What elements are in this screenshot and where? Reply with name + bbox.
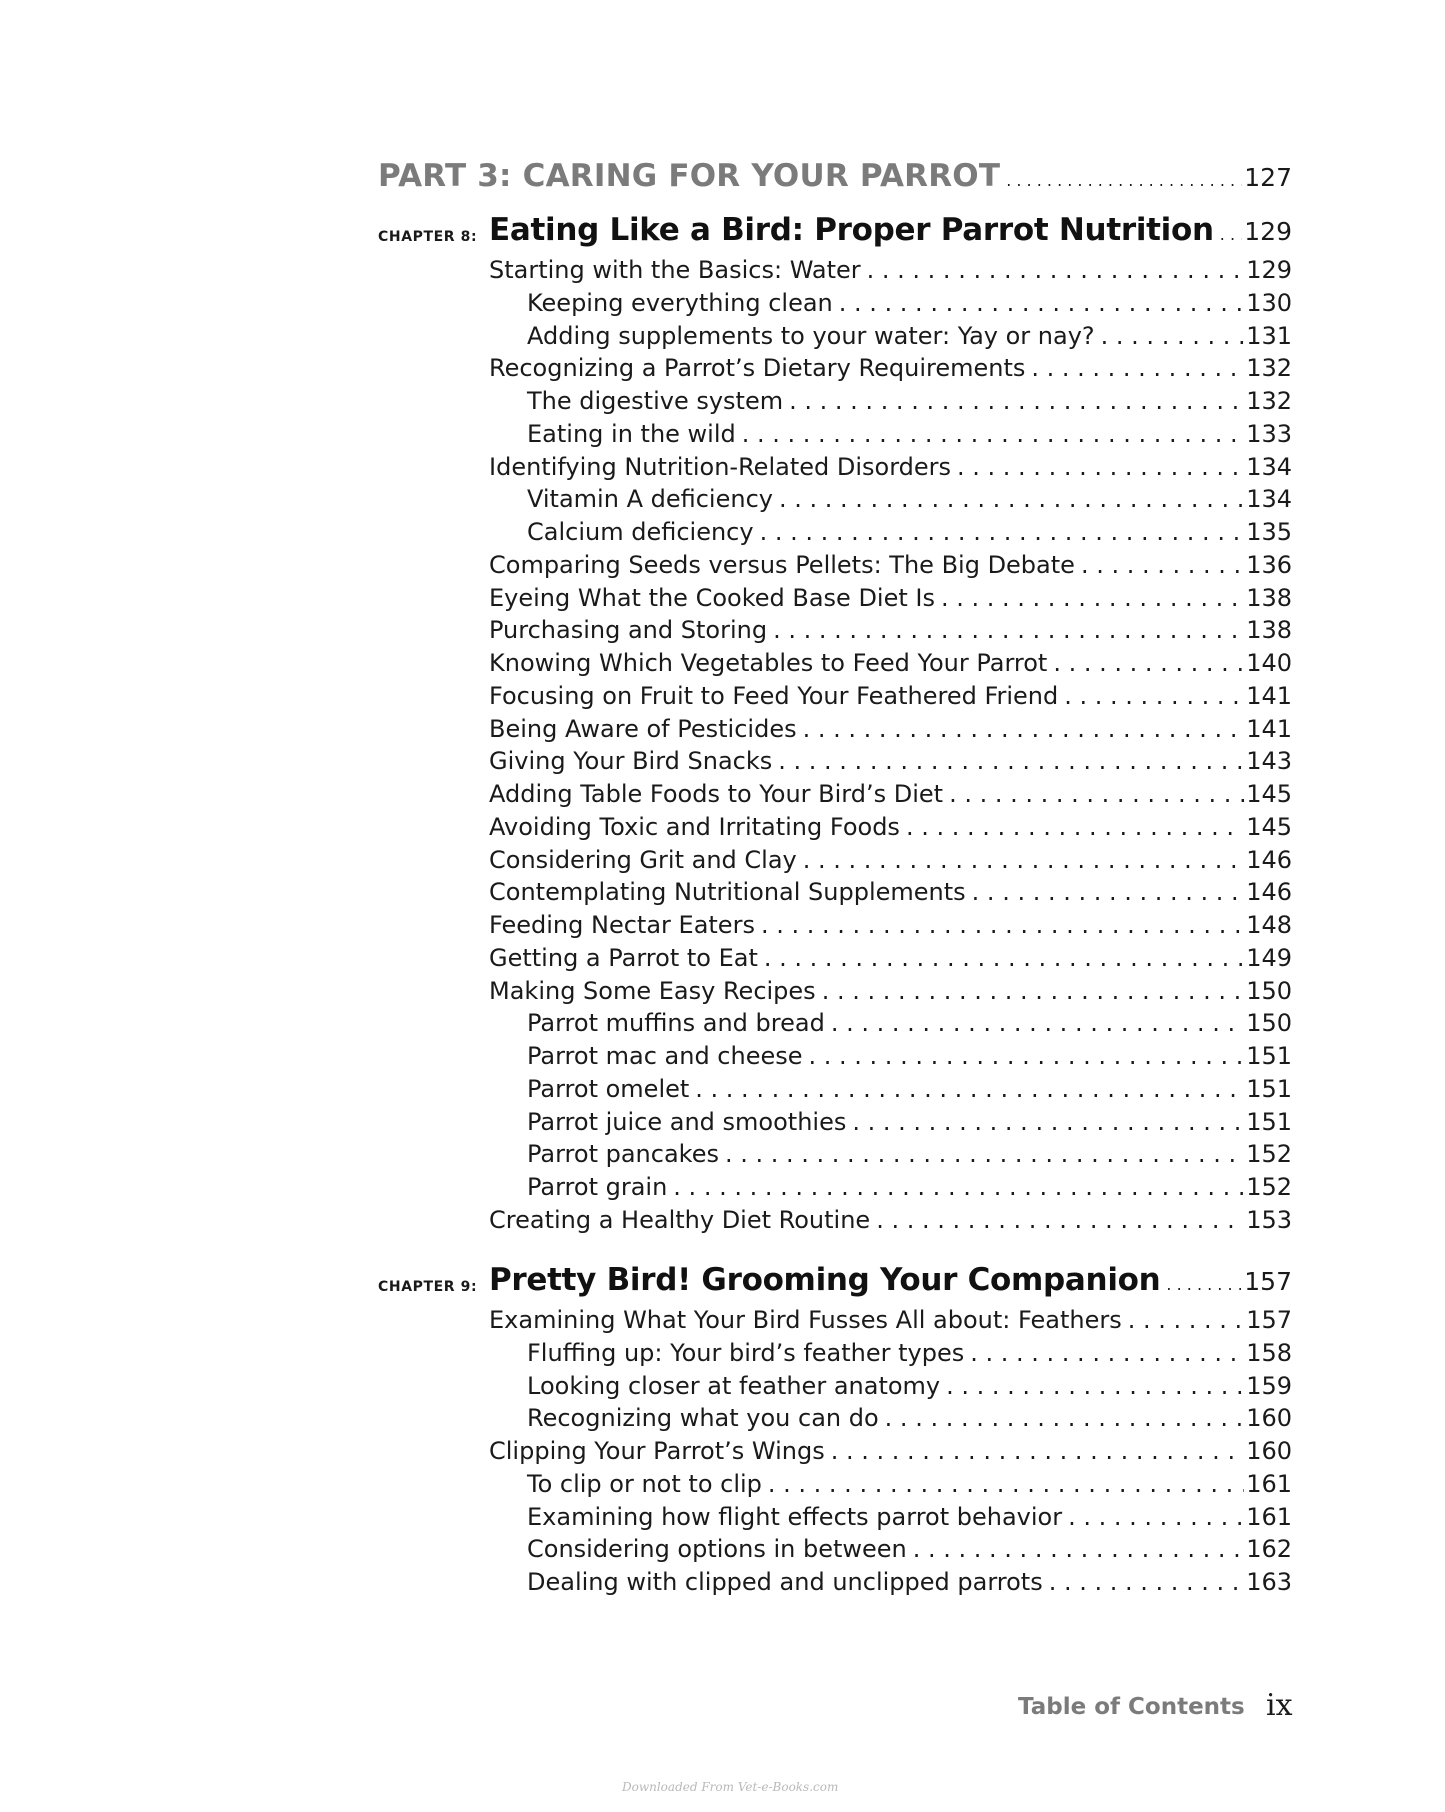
toc-subentry[interactable] (527, 1404, 1292, 1432)
entry-page-number: 146 (1246, 878, 1292, 907)
leader-dots (831, 1009, 1244, 1037)
leader-dots (1128, 1306, 1244, 1334)
toc-entry[interactable] (489, 944, 1292, 972)
toc-entry[interactable] (489, 813, 1292, 841)
entry-title: Parrot mac and cheese (527, 1042, 803, 1070)
entry-page-number: 140 (1246, 649, 1292, 677)
entry-title: Considering options in between (527, 1535, 907, 1564)
entry-title: Parrot juice and smoothies (527, 1107, 847, 1136)
footer-page-number: ix (1266, 1688, 1293, 1723)
leader-dots (1064, 682, 1244, 710)
entry-page-number: 149 (1246, 943, 1292, 972)
toc-entry[interactable] (489, 551, 1292, 579)
entry-page-number: 151 (1246, 1074, 1292, 1103)
leader-dots (764, 944, 1244, 972)
leader-dots (803, 715, 1245, 743)
entry-page-number: 141 (1246, 681, 1292, 710)
toc-entry[interactable] (489, 1306, 1292, 1334)
entry-page-number: 129 (1246, 256, 1292, 284)
chapter-page-number: 129 (1244, 217, 1292, 246)
toc-entry[interactable] (489, 747, 1292, 775)
entry-title: Identifying Nutrition-Related Disorders (489, 452, 952, 481)
leader-dots (941, 584, 1244, 612)
toc-subentry[interactable] (527, 1075, 1292, 1103)
toc-subentry[interactable] (527, 1042, 1292, 1070)
leader-dots (725, 1140, 1244, 1168)
toc-subentry[interactable] (527, 1470, 1292, 1498)
leader-dots (970, 1339, 1244, 1367)
entry-title: Contemplating Nutritional Supplements (489, 878, 966, 907)
entry-page-number: 134 (1246, 485, 1292, 514)
entry-title: Considering Grit and Clay (489, 845, 797, 874)
leader-dots (803, 846, 1244, 874)
leader-dots (1053, 649, 1244, 677)
entry-title: Calcium deficiency (527, 518, 754, 546)
entry-page-number: 146 (1246, 845, 1292, 874)
entry-title: Starting with the Basics: Water (489, 256, 861, 284)
leader-dots (885, 1404, 1245, 1432)
toc-entry[interactable] (489, 256, 1292, 284)
entry-title: Adding supplements to your water: Yay or nay? (527, 321, 1095, 350)
toc-entry[interactable] (489, 846, 1292, 874)
entry-title: Fluffing up: Your bird’s feather types (527, 1338, 965, 1367)
toc-entry[interactable] (489, 453, 1292, 481)
entry-title: Vitamin A deficiency (527, 485, 773, 514)
leader-dots (949, 780, 1244, 808)
entry-page-number: 134 (1246, 452, 1292, 481)
chapter-title: Pretty Bird! Grooming Your Companion (489, 1262, 1161, 1298)
entry-title: Recognizing a Parrot’s Dietary Requirements (489, 354, 1026, 383)
toc-subentry[interactable] (527, 518, 1292, 546)
entry-page-number: 145 (1246, 812, 1292, 841)
entry-title: Avoiding Toxic and Irritating Foods (489, 812, 900, 841)
entry-page-number: 160 (1246, 1437, 1292, 1465)
leader-dots (1220, 225, 1243, 244)
entry-title: Looking closer at feather anatomy (527, 1371, 941, 1400)
leader-dots (742, 420, 1244, 448)
entry-page-number: 150 (1246, 1009, 1292, 1038)
part-heading (378, 158, 1292, 194)
entry-page-number: 161 (1246, 1469, 1292, 1498)
leader-dots (1101, 322, 1245, 350)
entry-title: Parrot pancakes (527, 1140, 719, 1169)
leader-dots (779, 485, 1244, 513)
leader-dots (789, 387, 1244, 415)
leader-dots (1081, 551, 1244, 579)
entry-page-number: 143 (1246, 747, 1292, 776)
toc-entry[interactable] (489, 649, 1292, 677)
toc-subentry[interactable] (527, 1339, 1292, 1367)
leader-dots (778, 747, 1244, 775)
chapter-title: Eating Like a Bird: Proper Parrot Nutrition (489, 212, 1214, 248)
entry-title: The digestive system (527, 387, 784, 415)
entry-page-number: 136 (1246, 550, 1292, 579)
toc-subentry[interactable] (527, 1108, 1292, 1136)
entry-page-number: 162 (1246, 1535, 1292, 1564)
entry-page-number: 138 (1246, 583, 1292, 612)
part-title: PART 3: CARING FOR YOUR PARROT (378, 158, 1001, 194)
toc-entry[interactable] (489, 1437, 1292, 1465)
toc-subentry[interactable] (527, 1372, 1292, 1400)
entry-title: Creating a Healthy Diet Routine (489, 1205, 871, 1234)
entry-title: Being Aware of Pesticides (489, 714, 797, 743)
entry-title: Examining how flight effects parrot behavior (527, 1502, 1063, 1531)
leader-dots (972, 878, 1245, 906)
leader-dots (773, 616, 1244, 644)
entry-page-number: 151 (1246, 1042, 1292, 1070)
leader-dots (673, 1173, 1244, 1201)
leader-dots (876, 1206, 1244, 1234)
toc-entry[interactable] (489, 616, 1292, 644)
toc-entry[interactable] (489, 584, 1292, 612)
leader-dots (760, 518, 1245, 546)
entry-title: Recognizing what you can do (527, 1404, 879, 1433)
toc-subentry[interactable] (527, 420, 1292, 448)
leader-dots (1031, 354, 1244, 382)
entry-title: To clip or not to clip (527, 1469, 762, 1498)
entry-page-number: 152 (1246, 1173, 1292, 1201)
leader-dots (695, 1075, 1244, 1103)
entry-page-number: 132 (1246, 354, 1292, 383)
toc-subentry[interactable] (527, 1535, 1292, 1563)
entry-title: Knowing Which Vegetables to Feed Your Parrot (489, 649, 1048, 677)
leader-dots (761, 911, 1244, 939)
toc-entry[interactable] (489, 878, 1292, 906)
toc-subentry[interactable] (527, 1568, 1292, 1596)
leader-dots (957, 453, 1244, 481)
entry-title: Making Some Easy Recipes (489, 976, 816, 1005)
entry-page-number: 153 (1246, 1205, 1292, 1234)
entry-title: Clipping Your Parrot’s Wings (489, 1437, 825, 1465)
leader-dots (822, 977, 1245, 1005)
leader-dots (839, 289, 1244, 317)
entry-title: Focusing on Fruit to Feed Your Feathered Friend (489, 681, 1059, 710)
entry-page-number: 141 (1246, 714, 1292, 743)
entry-page-number: 160 (1246, 1404, 1292, 1433)
entry-title: Feeding Nectar Eaters (489, 911, 755, 939)
chapter-heading (489, 1262, 1292, 1298)
leader-dots (831, 1437, 1244, 1465)
toc-subentry[interactable] (527, 322, 1292, 350)
toc-entry[interactable] (489, 354, 1292, 382)
leader-dots (906, 813, 1244, 841)
entry-title: Adding Table Foods to Your Bird’s Diet (489, 780, 944, 808)
toc-subentry[interactable] (527, 387, 1292, 415)
entry-page-number: 131 (1246, 321, 1292, 350)
entry-page-number: 150 (1246, 976, 1292, 1005)
entry-title: Parrot muffins and bread (527, 1009, 825, 1038)
entry-title: Parrot omelet (527, 1074, 690, 1103)
toc-subentry[interactable] (527, 485, 1292, 513)
entry-title: Comparing Seeds versus Pellets: The Big Debate (489, 550, 1075, 579)
leader-dots (867, 256, 1245, 284)
leader-dots (913, 1535, 1244, 1563)
leader-dots (1006, 171, 1242, 190)
part-page-number: 127 (1244, 163, 1292, 192)
toc-subentry[interactable] (527, 1140, 1292, 1168)
entry-title: Parrot grain (527, 1173, 668, 1201)
toc-subentry[interactable] (527, 1503, 1292, 1531)
entry-page-number: 148 (1246, 911, 1292, 939)
leader-dots (1049, 1568, 1244, 1596)
toc-entry[interactable] (489, 682, 1292, 710)
toc-subentry[interactable] (527, 289, 1292, 317)
entry-title: Giving Your Bird Snacks (489, 747, 773, 776)
entry-page-number: 132 (1246, 387, 1292, 415)
leader-dots (946, 1372, 1244, 1400)
chapter-label: CHAPTER 9: (378, 1279, 478, 1295)
leader-dots (1166, 1275, 1242, 1294)
entry-page-number: 135 (1246, 518, 1292, 546)
toc-entry[interactable] (489, 715, 1292, 743)
entry-page-number: 157 (1246, 1306, 1292, 1334)
footer-section-label: Table of Contents (1018, 1694, 1245, 1720)
chapter-page-number: 157 (1244, 1267, 1292, 1296)
toc-entry[interactable] (489, 911, 1292, 939)
entry-page-number: 152 (1246, 1140, 1292, 1169)
entry-page-number: 151 (1246, 1107, 1292, 1136)
entry-title: Eyeing What the Cooked Base Diet Is (489, 583, 935, 612)
watermark-text: Downloaded From Vet-e-Books.com (622, 1780, 839, 1794)
leader-dots (809, 1042, 1245, 1070)
entry-page-number: 138 (1246, 616, 1292, 645)
toc-entry[interactable] (489, 977, 1292, 1005)
entry-title: Examining What Your Bird Fusses All about: Feathers (489, 1306, 1122, 1334)
leader-dots (852, 1108, 1244, 1136)
entry-title: Eating in the wild (527, 419, 736, 448)
entry-page-number: 145 (1246, 780, 1292, 808)
toc-entry[interactable] (489, 1206, 1292, 1234)
entry-page-number: 133 (1246, 419, 1292, 448)
toc-subentry[interactable] (527, 1009, 1292, 1037)
leader-dots (1068, 1503, 1244, 1531)
entry-title: Dealing with clipped and unclipped parrots (527, 1568, 1043, 1596)
entry-page-number: 163 (1246, 1568, 1292, 1596)
chapter-label: CHAPTER 8: (378, 229, 478, 245)
entry-page-number: 159 (1246, 1371, 1292, 1400)
toc-entry[interactable] (489, 780, 1292, 808)
leader-dots (768, 1470, 1244, 1498)
entry-title: Keeping everything clean (527, 288, 833, 317)
toc-subentry[interactable] (527, 1173, 1292, 1201)
entry-page-number: 158 (1246, 1338, 1292, 1367)
entry-title: Getting a Parrot to Eat (489, 943, 758, 972)
entry-title: Purchasing and Storing (489, 616, 768, 645)
entry-page-number: 161 (1246, 1502, 1292, 1531)
chapter-heading (489, 212, 1292, 248)
entry-page-number: 130 (1246, 288, 1292, 317)
